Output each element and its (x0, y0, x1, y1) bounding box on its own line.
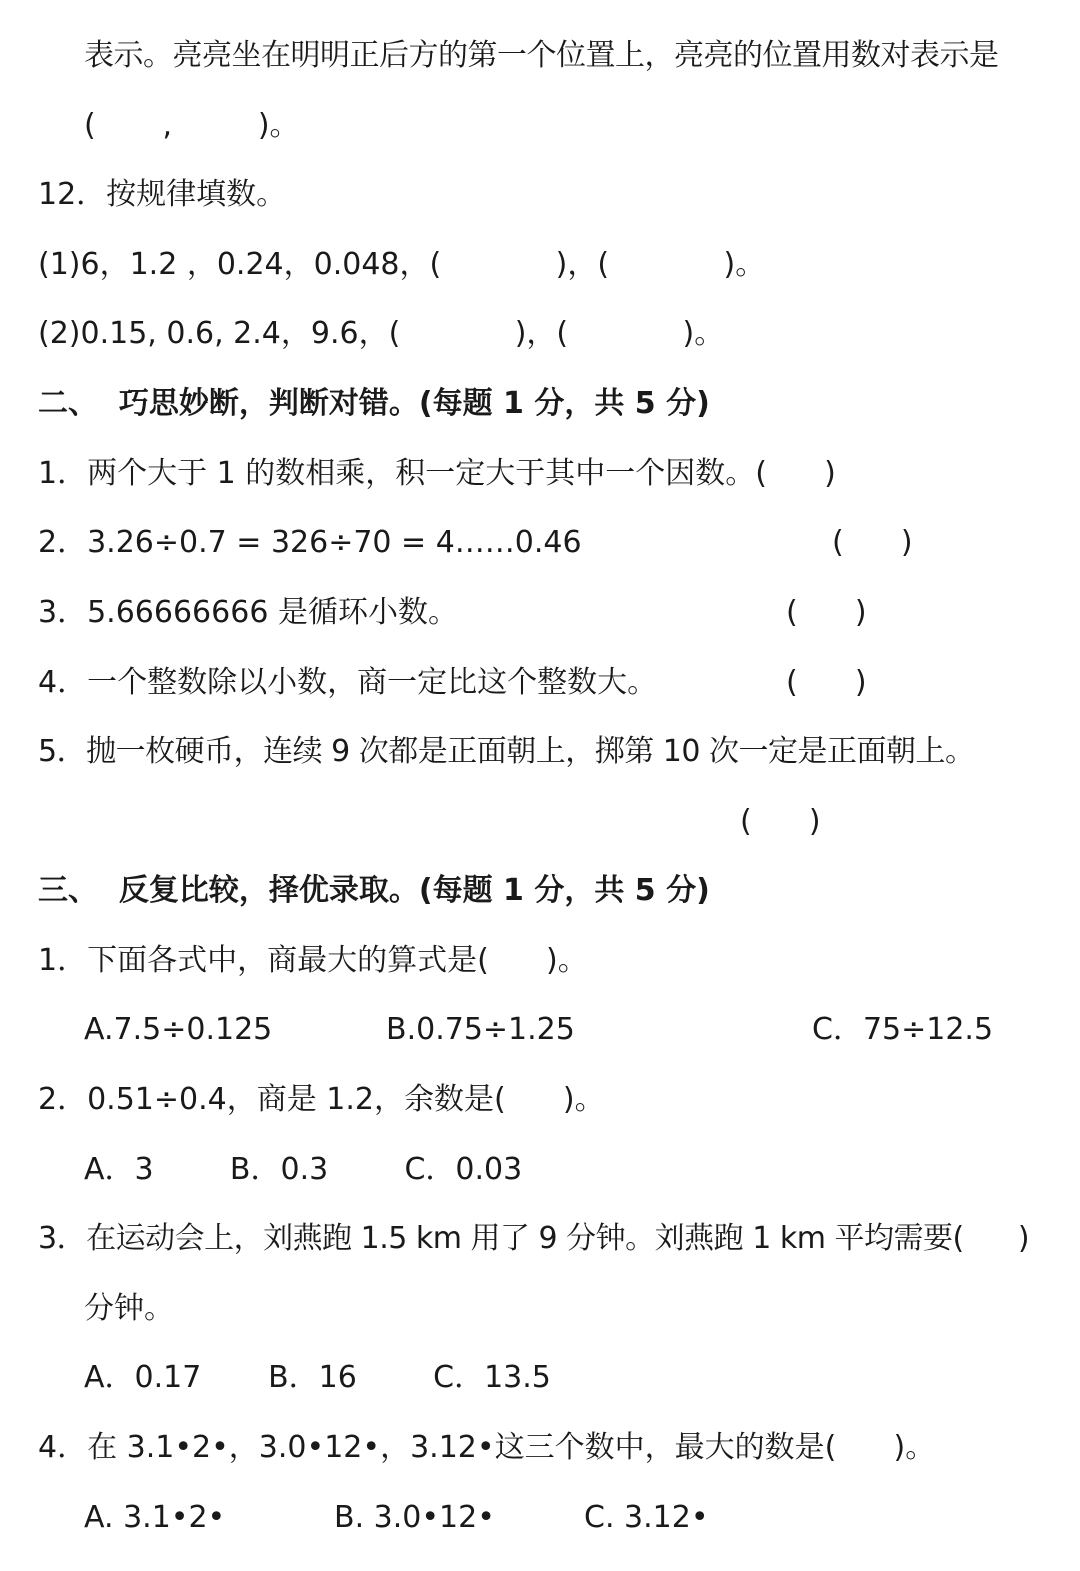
judge-question-5-blank: ( ) (740, 804, 821, 839)
judge-question-2: 2．3.26÷0.7 = 326÷70 = 4……0.46 (38, 525, 582, 560)
choice-question-4: 4．在 3.1•2•，3.0•12•，3.12•这三个数中，最大的数是( )。 (38, 1430, 936, 1465)
section-3-title: 三、 反复比较，择优录取。(每题 1 分，共 5 分) (38, 873, 710, 908)
judge-question-5: 5．抛一枚硬币，连续 9 次都是正面朝上，掷第 10 次一定是正面朝上。 (38, 734, 975, 769)
q12-part2: (2)0.15, 0.6, 2.4，9.6，( )，( )。 (38, 316, 725, 351)
judge-question-4: 4．一个整数除以小数，商一定比这个整数大。 (38, 665, 658, 700)
choice-question-2: 2．0.51÷0.4，商是 1.2，余数是( )。 (38, 1082, 605, 1117)
choice-question-4-option-c: C. 3.12• (584, 1500, 709, 1535)
section-2-title: 二、 巧思妙断，判断对错。(每题 1 分，共 5 分) (38, 386, 710, 421)
q12-title: 12．按规律填数。 (38, 177, 287, 212)
q11-answer-blank: ( , )。 (84, 108, 300, 143)
choice-question-3-options: A．0.17 B．16 C．13.5 (84, 1360, 551, 1395)
judge-question-2-blank: ( ) (832, 525, 913, 560)
judge-question-3: 3．5.66666666 是循环小数。 (38, 595, 458, 630)
choice-question-4-option-a: A. 3.1•2• (84, 1500, 226, 1535)
judge-question-1: 1．两个大于 1 的数相乘，积一定大于其中一个因数。( ) (38, 456, 836, 491)
choice-question-1-option-a: A.7.5÷0.125 (84, 1012, 273, 1047)
choice-question-3-continuation: 分钟。 (84, 1291, 174, 1326)
choice-question-1: 1．下面各式中，商最大的算式是( )。 (38, 943, 588, 978)
choice-question-1-option-c: C．75÷12.5 (812, 1012, 994, 1047)
choice-question-3: 3．在运动会上，刘燕跑 1.5 km 用了 9 分钟。刘燕跑 1 km 平均需要( ) (38, 1221, 1030, 1256)
judge-question-4-blank: ( ) (786, 665, 867, 700)
choice-question-2-options: A．3 B．0.3 C．0.03 (84, 1152, 523, 1187)
q12-part1: (1)6，1.2 ，0.24，0.048，( )，( )。 (38, 247, 766, 282)
choice-question-4-option-b: B. 3.0•12• (334, 1500, 495, 1535)
q11-continuation: 表示。亮亮坐在明明正后方的第一个位置上，亮亮的位置用数对表示是 (84, 38, 999, 73)
choice-question-1-option-b: B.0.75÷1.25 (386, 1012, 575, 1047)
judge-question-3-blank: ( ) (786, 595, 867, 630)
